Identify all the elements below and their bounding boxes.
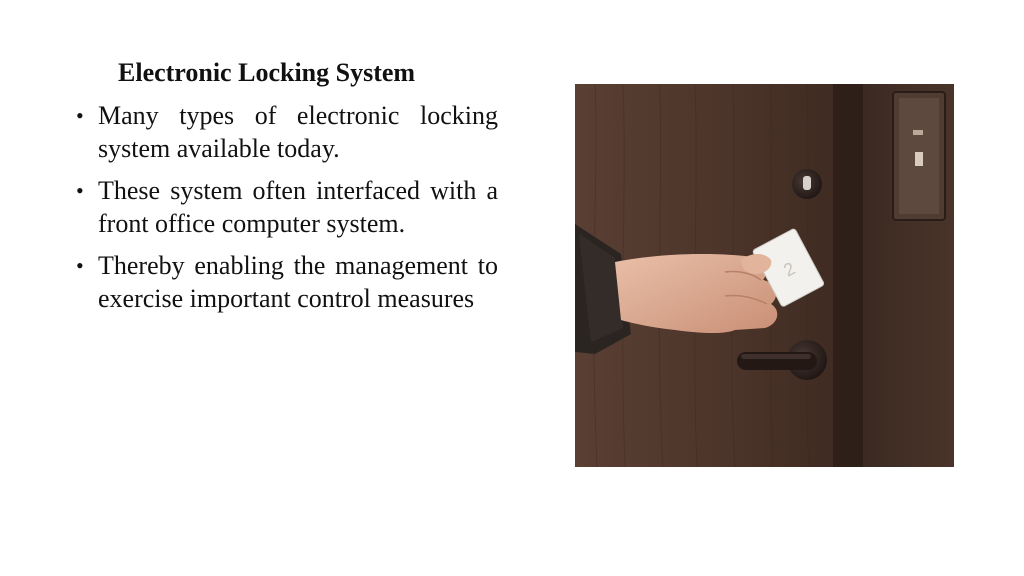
- bullet-icon: •: [76, 253, 84, 278]
- slide-title: Electronic Locking System: [118, 58, 416, 87]
- bullet-text: These system often interfaced with a front office computer system.: [98, 176, 498, 238]
- bullet-item: [74, 100, 498, 165]
- bullet-icon: •: [76, 178, 84, 203]
- reader-led-icon: [913, 130, 923, 135]
- handle-highlight: [741, 354, 811, 359]
- bullet-icon: •: [76, 103, 84, 128]
- bullet-item: [74, 250, 498, 315]
- door-frame: [833, 84, 863, 467]
- keycard-number: 2: [780, 258, 799, 281]
- bullet-text: Thereby enabling the management to exercise important control measures: [98, 251, 498, 313]
- bullet-item: [74, 175, 498, 240]
- photo-illustration: [575, 84, 954, 467]
- keycard-door-photo: [575, 84, 954, 467]
- reader-lamp-icon: [915, 152, 923, 166]
- bullet-list: [74, 100, 498, 325]
- lock-reader-slot-icon: [803, 176, 811, 190]
- bullet-text: Many types of electronic locking system available today.: [98, 101, 498, 163]
